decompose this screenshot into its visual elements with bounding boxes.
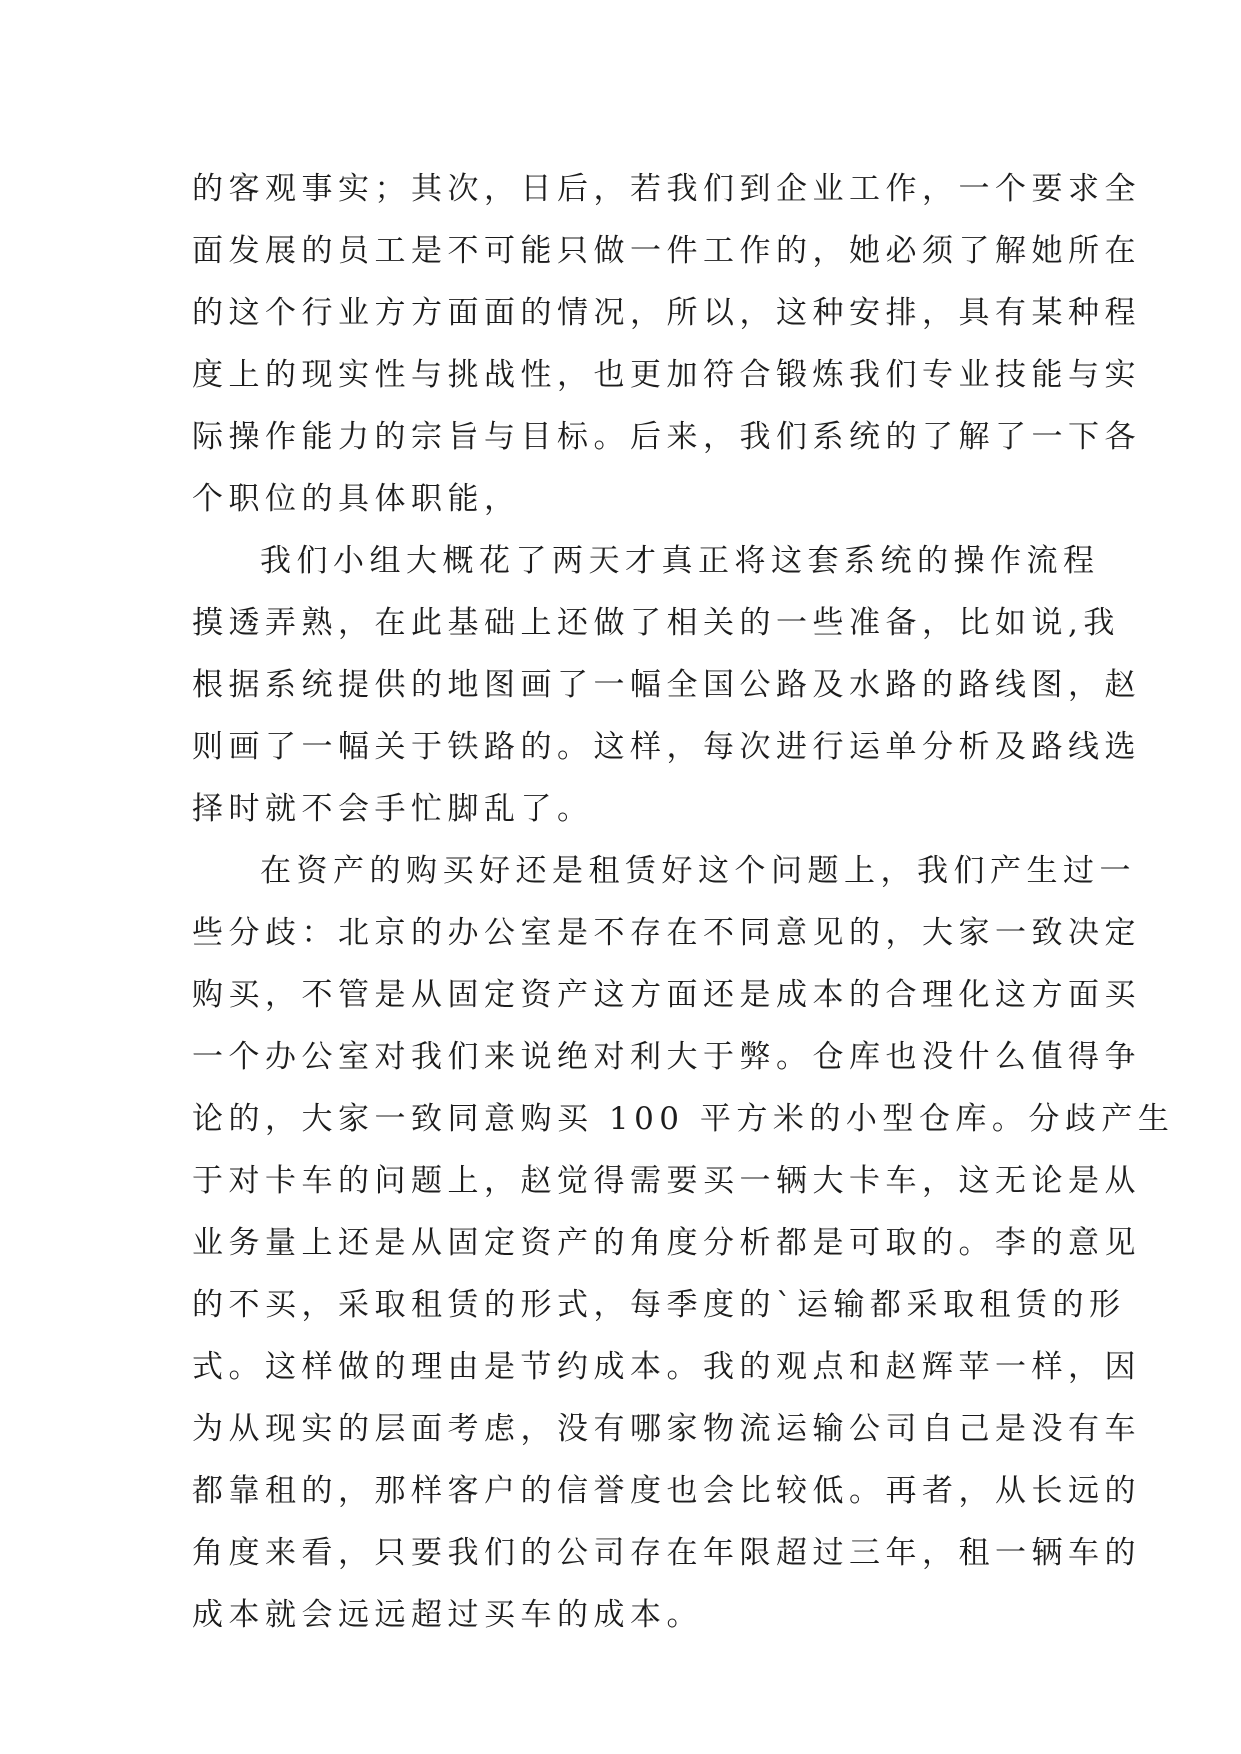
paragraph-2-line-1: 我们小组大概花了两天才真正将这套系统的操作流程: [260, 543, 1100, 579]
paragraph-3-line-9: 式。这样做的理由是节约成本。我的观点和赵辉苹一样，因: [192, 1349, 1141, 1385]
paragraph-3-line-2: 些分歧：北京的办公室是不存在不同意见的，大家一致决定: [192, 915, 1141, 951]
paragraph-2-line-3: 根据系统提供的地图画了一幅全国公路及水路的路线图，赵: [192, 667, 1141, 703]
paragraph-1-line-4: 度上的现实性与挑战性，也更加符合锻炼我们专业技能与实: [192, 357, 1141, 393]
paragraph-3-line-13: 成本就会远远超过买车的成本。: [192, 1597, 703, 1633]
paragraph-3-line-12: 角度来看，只要我们的公司存在年限超过三年，租一辆车的: [192, 1535, 1141, 1571]
paragraph-2-line-2: 摸透弄熟，在此基础上还做了相关的一些准备，比如说,我: [192, 605, 1120, 641]
paragraph-3-line-3: 购买，不管是从固定资产这方面还是成本的合理化这方面买: [192, 977, 1141, 1013]
paragraph-1-line-5: 际操作能力的宗旨与目标。后来，我们系统的了解了一下各: [192, 419, 1141, 455]
paragraph-3-line-8: 的不买，采取租赁的形式，每季度的`运输都采取租赁的形: [192, 1287, 1126, 1323]
paragraph-3-line-1: 在资产的购买好还是租赁好这个问题上，我们产生过一: [260, 853, 1136, 889]
paragraph-1-line-6: 个职位的具体职能，: [192, 481, 521, 517]
document-body: [192, 158, 1175, 1646]
paragraph-1-line-1: 的客观事实；其次，日后，若我们到企业工作，一个要求全: [192, 171, 1141, 207]
paragraph-1-line-2: 面发展的员工是不可能只做一件工作的，她必须了解她所在: [192, 233, 1141, 269]
paragraph-2-line-4: 则画了一幅关于铁路的。这样，每次进行运单分析及路线选: [192, 729, 1141, 765]
paragraph-2-line-5: 择时就不会手忙脚乱了。: [192, 791, 594, 827]
paragraph-3-line-10: 为从现实的层面考虑，没有哪家物流运输公司自己是没有车: [192, 1411, 1141, 1447]
paragraph-3-line-5: 论的，大家一致同意购买 100 平方米的小型仓库。分歧产生: [192, 1101, 1175, 1137]
paragraph-3-line-6: 于对卡车的问题上，赵觉得需要买一辆大卡车，这无论是从: [192, 1163, 1141, 1199]
paragraph-1-line-3: 的这个行业方方面面的情况，所以，这种安排，具有某种程: [192, 295, 1141, 331]
paragraph-3-line-7: 业务量上还是从固定资产的角度分析都是可取的。李的意见: [192, 1225, 1141, 1261]
paragraph-3-line-11: 都靠租的，那样客户的信誉度也会比较低。再者，从长远的: [192, 1473, 1141, 1509]
paragraph-3-line-4: 一个办公室对我们来说绝对利大于弊。仓库也没什么值得争: [192, 1039, 1141, 1075]
